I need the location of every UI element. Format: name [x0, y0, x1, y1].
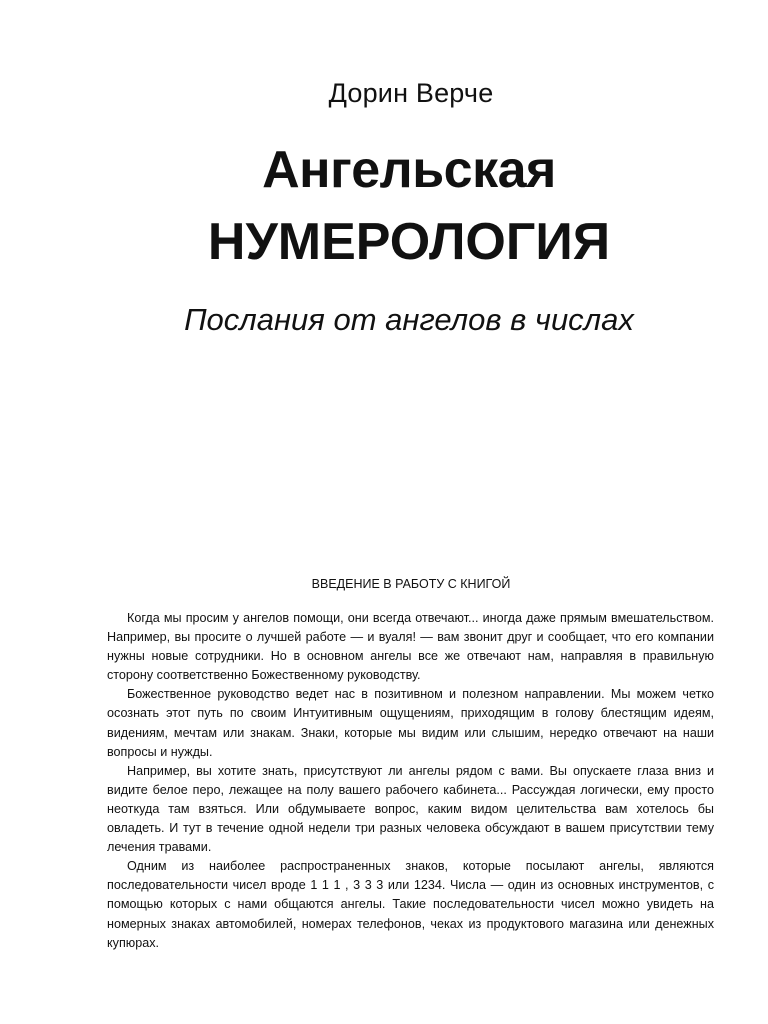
book-subtitle: Послания от ангелов в числах [184, 302, 634, 337]
section-heading: ВВЕДЕНИЕ В РАБОТУ С КНИГОЙ [311, 577, 511, 591]
paragraph: Божественное руководство ведет нас в позитивном и полезном направлении. Мы можем четко осознать этот путь по своим Интуитивным ощущениям, приходящим в голову блестящим идеям, видениям, мечтам или знакам. Знаки, которые мы видим или слышим, нередко отвечают на наши вопросы и нужды. [107, 687, 714, 759]
book-title-line-1: Ангельская [262, 141, 556, 199]
book-title-line-2: НУМЕРОЛОГИЯ [207, 213, 611, 271]
paragraph: Например, вы хотите знать, присутствуют ли ангелы рядом с вами. Вы опускаете глаза вниз и видите белое перо, лежащее на полу вашего рабочего кабинета... Рассуждая логически, ему просто неоткуда там взяться. Или обдумываете вопрос, каким видом целительства вам хотелось бы овладеть. И тут в течение одной недели три разных человека обсуждают в вашем присутствии тему лечения травами. [107, 763, 714, 855]
paragraph: Когда мы просим у ангелов помощи, они всегда отвечают... иногда даже прямым вмешательством. Например, вы просите о лучшей работе — и вуаля! — вам звонит друг и сообщает, что его компании нужны новые сотрудники. Но в основном ангелы все же отвечают нам, направляя в правильную сторону соответственно Божественному руководству. [107, 611, 714, 683]
author-name: Дорин Верче [328, 78, 494, 108]
introduction-body [107, 609, 714, 953]
paragraph: Одним из наиболее распространенных знаков, которые посылают ангелы, являются последовательности чисел вроде 1 1 1 , 3 3 3 или 1234. Числа — один из основных инструментов, с помощью которых с нами общаются ангелы. Такие последовательности чисел можно увидеть на номерных знаках автомобилей, номерах телефонов, чеках из продуктового магазина или денежных купюрах. [107, 859, 714, 950]
